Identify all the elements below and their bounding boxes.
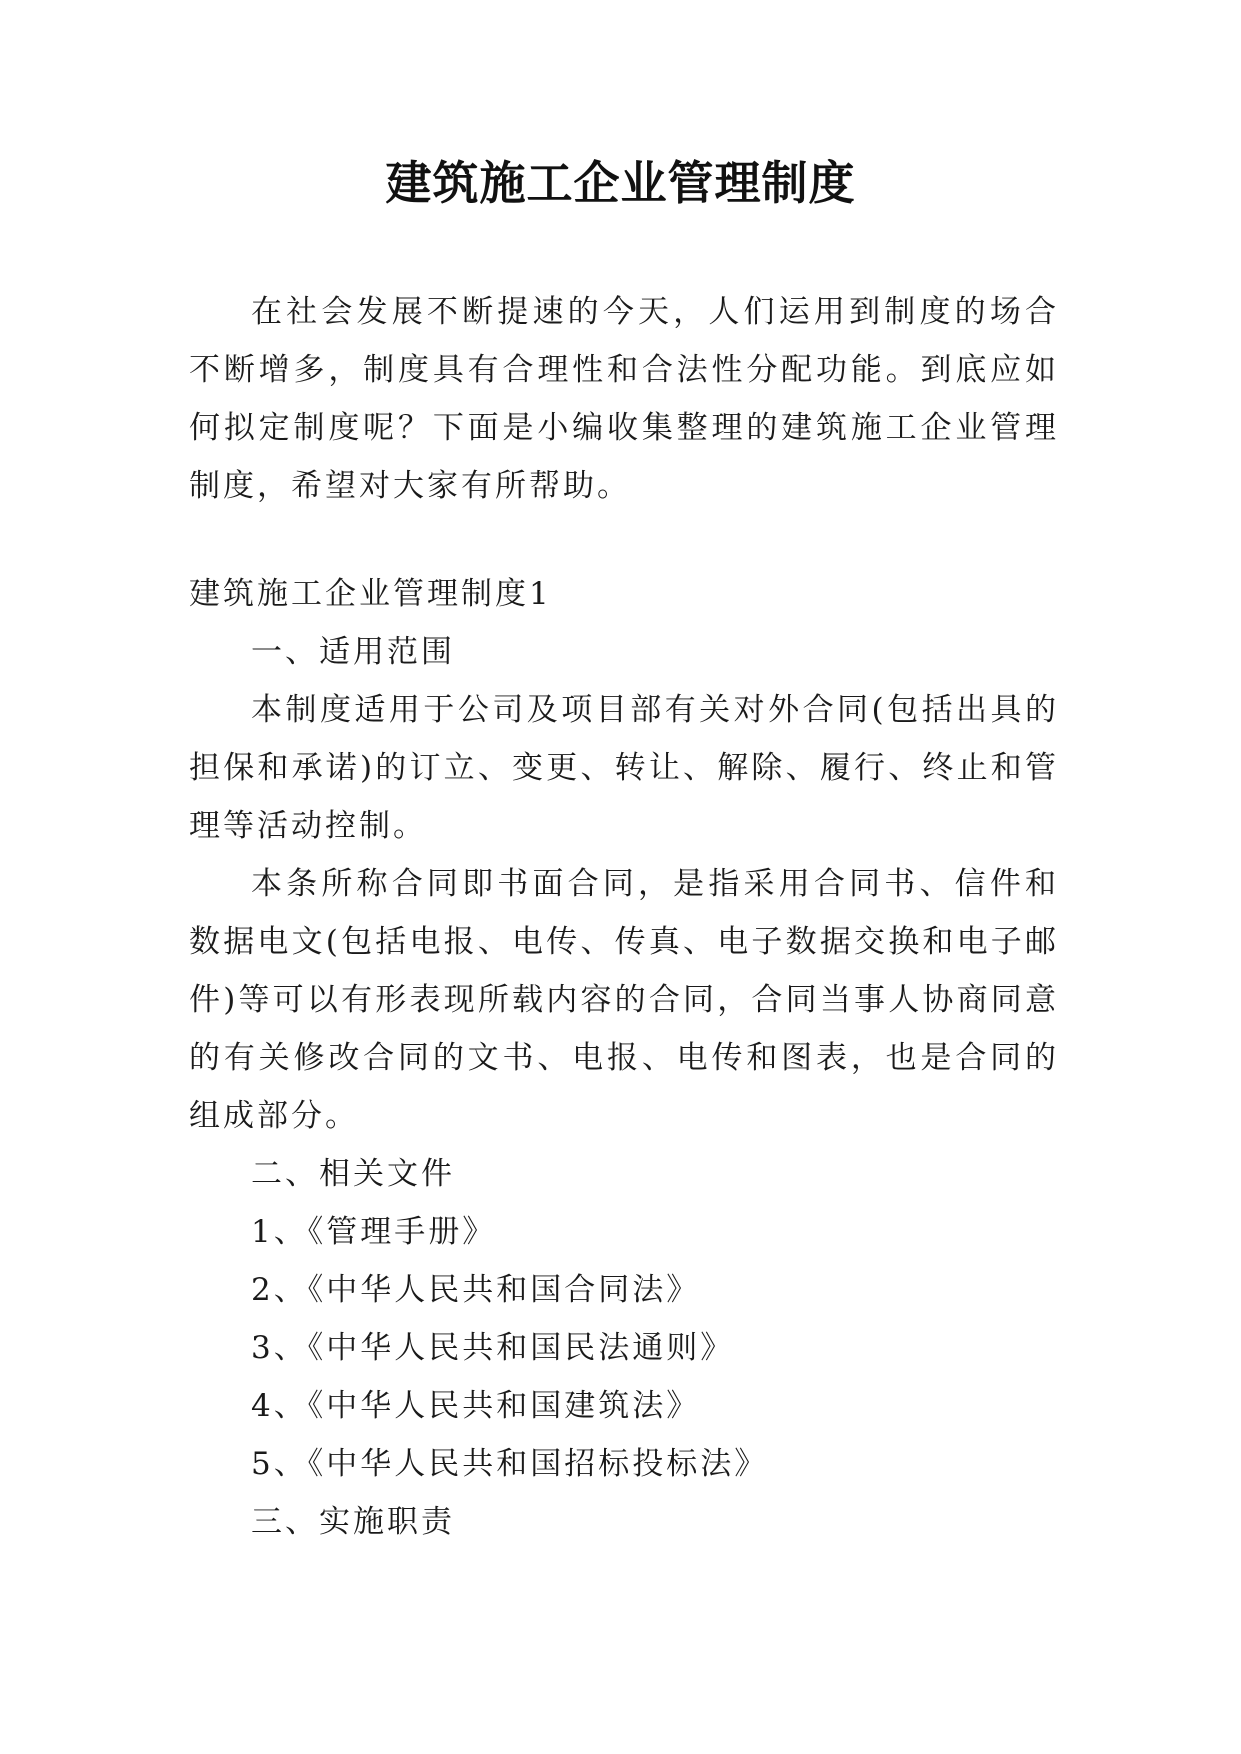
subheading-scope: 一、适用范围 bbox=[251, 634, 455, 670]
subheading-related-documents: 二、相关文件 bbox=[251, 1156, 455, 1192]
document-body bbox=[189, 283, 1059, 1551]
list-item: 4、《中华人民共和国建筑法》 bbox=[251, 1388, 701, 1424]
intro-paragraph: 在社会发展不断提速的今天，人们运用到制度的场合不断增多，制度具有合理性和合法性分配功能。到底应如何拟定制度呢？下面是小编收集整理的建筑施工企业管理制度，希望对大家有所帮助。 bbox=[189, 294, 1059, 504]
subheading-responsibilities: 三、实施职责 bbox=[251, 1504, 455, 1540]
scope-paragraph-2: 本条所称合同即书面合同，是指采用合同书、信件和数据电文(包括电报、电传、传真、电子数据交换和电子邮件)等可以有形表现所载内容的合同，合同当事人协商同意的有关修改合同的文书、电报、电传和图表，也是合同的组成部分。 bbox=[189, 866, 1059, 1134]
list-item: 3、《中华人民共和国民法通则》 bbox=[251, 1330, 735, 1366]
list-item: 1、《管理手册》 bbox=[251, 1214, 497, 1250]
section-heading: 建筑施工企业管理制度1 bbox=[189, 576, 552, 612]
list-item: 2、《中华人民共和国合同法》 bbox=[251, 1272, 701, 1308]
document-title: 建筑施工企业管理制度 bbox=[385, 156, 856, 210]
list-item: 5、《中华人民共和国招标投标法》 bbox=[251, 1446, 769, 1482]
section-spacer bbox=[189, 515, 1059, 565]
scope-paragraph-1: 本制度适用于公司及项目部有关对外合同(包括出具的担保和承诺)的订立、变更、转让、解除、履行、终止和管理等活动控制。 bbox=[189, 692, 1059, 844]
